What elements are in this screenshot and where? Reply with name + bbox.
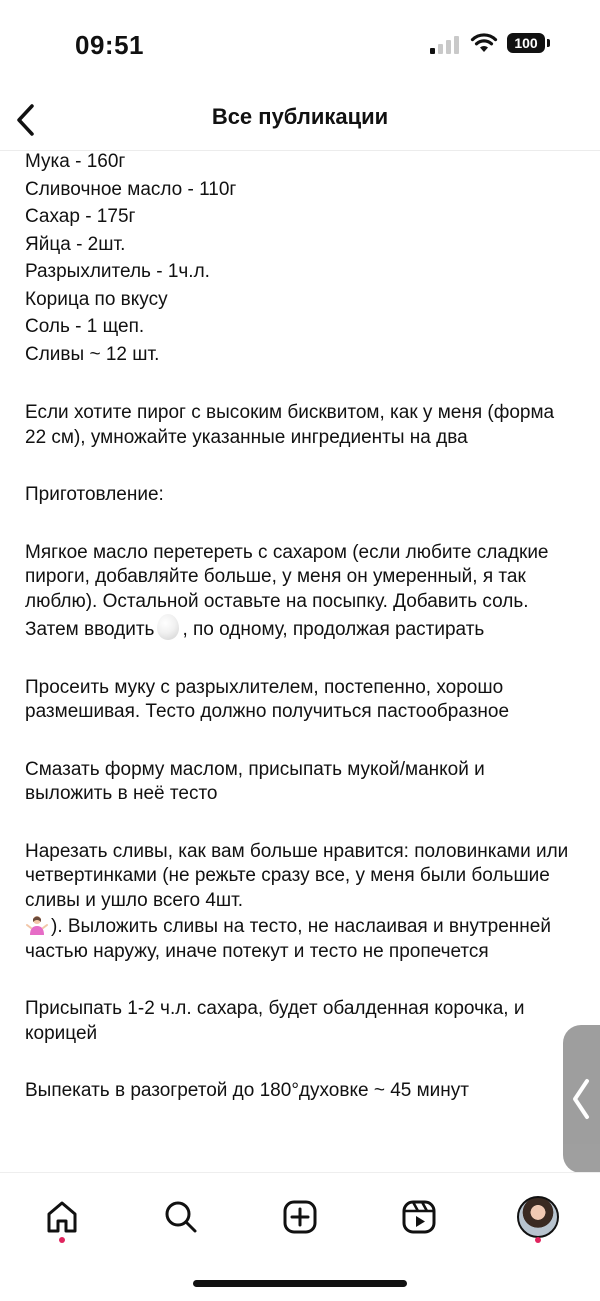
step-paragraph: Просеить муку с разрыхлителем, постепенно, хорошо размешивая. Тесто должно получиться пастообразное	[25, 676, 510, 722]
step-paragraph: Присыпать 1-2 ч.л. сахара, будет обалденная корочка, и корицей	[25, 998, 525, 1044]
ingredient-line: Сахар - 175г	[25, 206, 136, 227]
page-title: Все публикации	[211, 104, 389, 129]
step-text: Нарезать сливы, как вам больше нравится: половинками или четвертинками (не режьте сразу все, у меня были большие сливы и ушло всего 4шт.	[25, 840, 569, 911]
plus-square-icon	[282, 1199, 318, 1235]
home-indicator	[193, 1280, 407, 1287]
ingredient-line: Соль - 1 щеп.	[25, 316, 145, 337]
header	[0, 90, 600, 151]
reels-icon	[401, 1199, 437, 1235]
status-time: 09:51	[75, 30, 144, 60]
avatar	[517, 1196, 559, 1238]
nav-create-button[interactable]	[276, 1193, 324, 1241]
ingredient-line: Разрыхлитель - 1ч.л.	[25, 261, 210, 282]
step-text: Мягкое масло перетереть с сахаром (если любите сладкие пироги, добавляйте больше, у меня он умеренный, я так люблю). Остальной оставьте на посыпку. Добавить соль. Затем вводить	[25, 541, 549, 640]
step-paragraph	[25, 840, 575, 965]
home-notification-dot	[59, 1237, 65, 1243]
status-bar	[0, 0, 600, 90]
post-caption	[25, 148, 575, 1170]
ingredient-line: Мука - 160г	[25, 151, 126, 172]
step-text: ). Выложить сливы на тесто, не наслаивая и внутренней частью наружу, иначе потекут и тесто не пропечется	[25, 916, 551, 962]
prep-heading: Приготовление:	[25, 484, 164, 505]
profile-notification-dot	[535, 1237, 541, 1243]
ingredients-list	[25, 148, 575, 368]
egg-emoji-icon	[157, 614, 179, 640]
side-panel-handle[interactable]	[563, 1025, 600, 1173]
shrug-emoji-icon	[25, 913, 49, 937]
ingredient-line: Сливы ~ 12 шт.	[25, 343, 160, 365]
battery-icon: 100	[507, 33, 545, 53]
nav-search-button[interactable]	[157, 1193, 205, 1241]
cellular-signal-icon	[430, 34, 462, 54]
nav-profile-button[interactable]	[514, 1193, 562, 1241]
ingredient-line: Сливочное масло - 110г	[25, 178, 237, 200]
search-icon	[163, 1199, 199, 1235]
scroll-fade	[0, 1150, 600, 1172]
ingredient-line: Яйца - 2шт.	[25, 233, 126, 255]
ingredient-line: Корица по вкусу	[25, 288, 168, 310]
step-text: , по одному, продолжая растирать	[182, 619, 485, 640]
nav-reels-button[interactable]	[395, 1193, 443, 1241]
nav-home-button[interactable]	[38, 1193, 86, 1241]
battery-tip	[547, 39, 550, 47]
step-paragraph: Выпекать в разогретой до 180°духовке ~ 45 минут	[25, 1080, 469, 1101]
home-icon	[44, 1199, 80, 1235]
note-paragraph: Если хотите пирог с высоким бисквитом, как у меня (форма 22 см), умножайте указанные ингредиенты на два	[25, 402, 555, 448]
step-paragraph: Смазать форму маслом, присыпать мукой/манкой и выложить в неё тесто	[25, 758, 485, 804]
chevron-left-icon	[569, 1077, 593, 1121]
wifi-icon	[470, 32, 498, 54]
step-paragraph	[25, 541, 575, 643]
